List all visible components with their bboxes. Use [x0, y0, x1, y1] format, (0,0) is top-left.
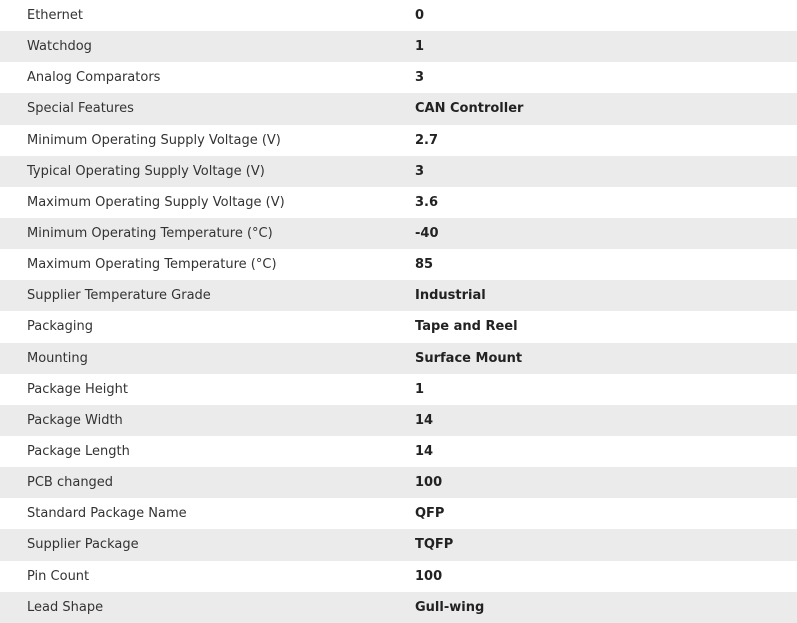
spec-label: Standard Package Name	[27, 506, 187, 522]
spec-label: Minimum Operating Supply Voltage (V)	[27, 132, 281, 148]
spec-label: Supplier Temperature Grade	[27, 288, 211, 304]
spec-label: Lead Shape	[27, 599, 104, 615]
spec-value: 1	[415, 39, 425, 55]
table-row	[0, 280, 797, 311]
spec-value: 3	[415, 70, 425, 86]
table-row	[0, 218, 797, 249]
table-row	[0, 31, 797, 62]
spec-label: Package Height	[27, 381, 128, 397]
spec-value: 3	[415, 163, 425, 179]
table-row	[0, 405, 797, 436]
spec-label: PCB changed	[27, 475, 114, 491]
table-row	[0, 561, 797, 592]
spec-value: Surface Mount	[415, 350, 523, 366]
table-row	[0, 529, 797, 560]
spec-label: Maximum Operating Temperature (°C)	[27, 257, 277, 273]
spec-value: 0	[415, 8, 425, 24]
spec-label: Package Width	[27, 412, 123, 428]
spec-value: Gull-wing	[415, 599, 485, 615]
spec-value: 14	[415, 412, 434, 428]
spec-label: Mounting	[27, 350, 88, 366]
spec-label: Packaging	[27, 319, 93, 335]
spec-value: Industrial	[415, 288, 486, 304]
spec-value: QFP	[415, 506, 445, 522]
spec-label: Typical Operating Supply Voltage (V)	[27, 163, 265, 179]
spec-label: Ethernet	[27, 8, 83, 24]
table-row	[0, 156, 797, 187]
spec-label: Maximum Operating Supply Voltage (V)	[27, 194, 285, 210]
spec-value: 85	[415, 257, 434, 273]
spec-value: Tape and Reel	[415, 319, 518, 335]
spec-value: 1	[415, 381, 425, 397]
spec-label: Package Length	[27, 444, 130, 460]
table-row	[0, 0, 797, 31]
spec-value: -40	[415, 226, 439, 242]
spec-value: 100	[415, 475, 443, 491]
spec-value: 3.6	[415, 194, 439, 210]
spec-label: Watchdog	[27, 39, 92, 55]
spec-label: Minimum Operating Temperature (°C)	[27, 226, 273, 242]
spec-value: TQFP	[415, 537, 454, 553]
table-row	[0, 374, 797, 405]
table-row	[0, 498, 797, 529]
table-row	[0, 467, 797, 498]
table-row	[0, 436, 797, 467]
spec-label: Analog Comparators	[27, 70, 161, 86]
table-row	[0, 311, 797, 342]
spec-value: CAN Controller	[415, 101, 524, 117]
table-row	[0, 93, 797, 124]
spec-label: Special Features	[27, 101, 134, 117]
spec-label: Pin Count	[27, 568, 90, 584]
table-row	[0, 249, 797, 280]
table-row	[0, 62, 797, 93]
spec-label: Supplier Package	[27, 537, 139, 553]
table-row	[0, 592, 797, 623]
table-row	[0, 125, 797, 156]
table-row	[0, 187, 797, 218]
table-row	[0, 343, 797, 374]
spec-value: 100	[415, 568, 443, 584]
spec-value: 2.7	[415, 132, 439, 148]
spec-value: 14	[415, 444, 434, 460]
